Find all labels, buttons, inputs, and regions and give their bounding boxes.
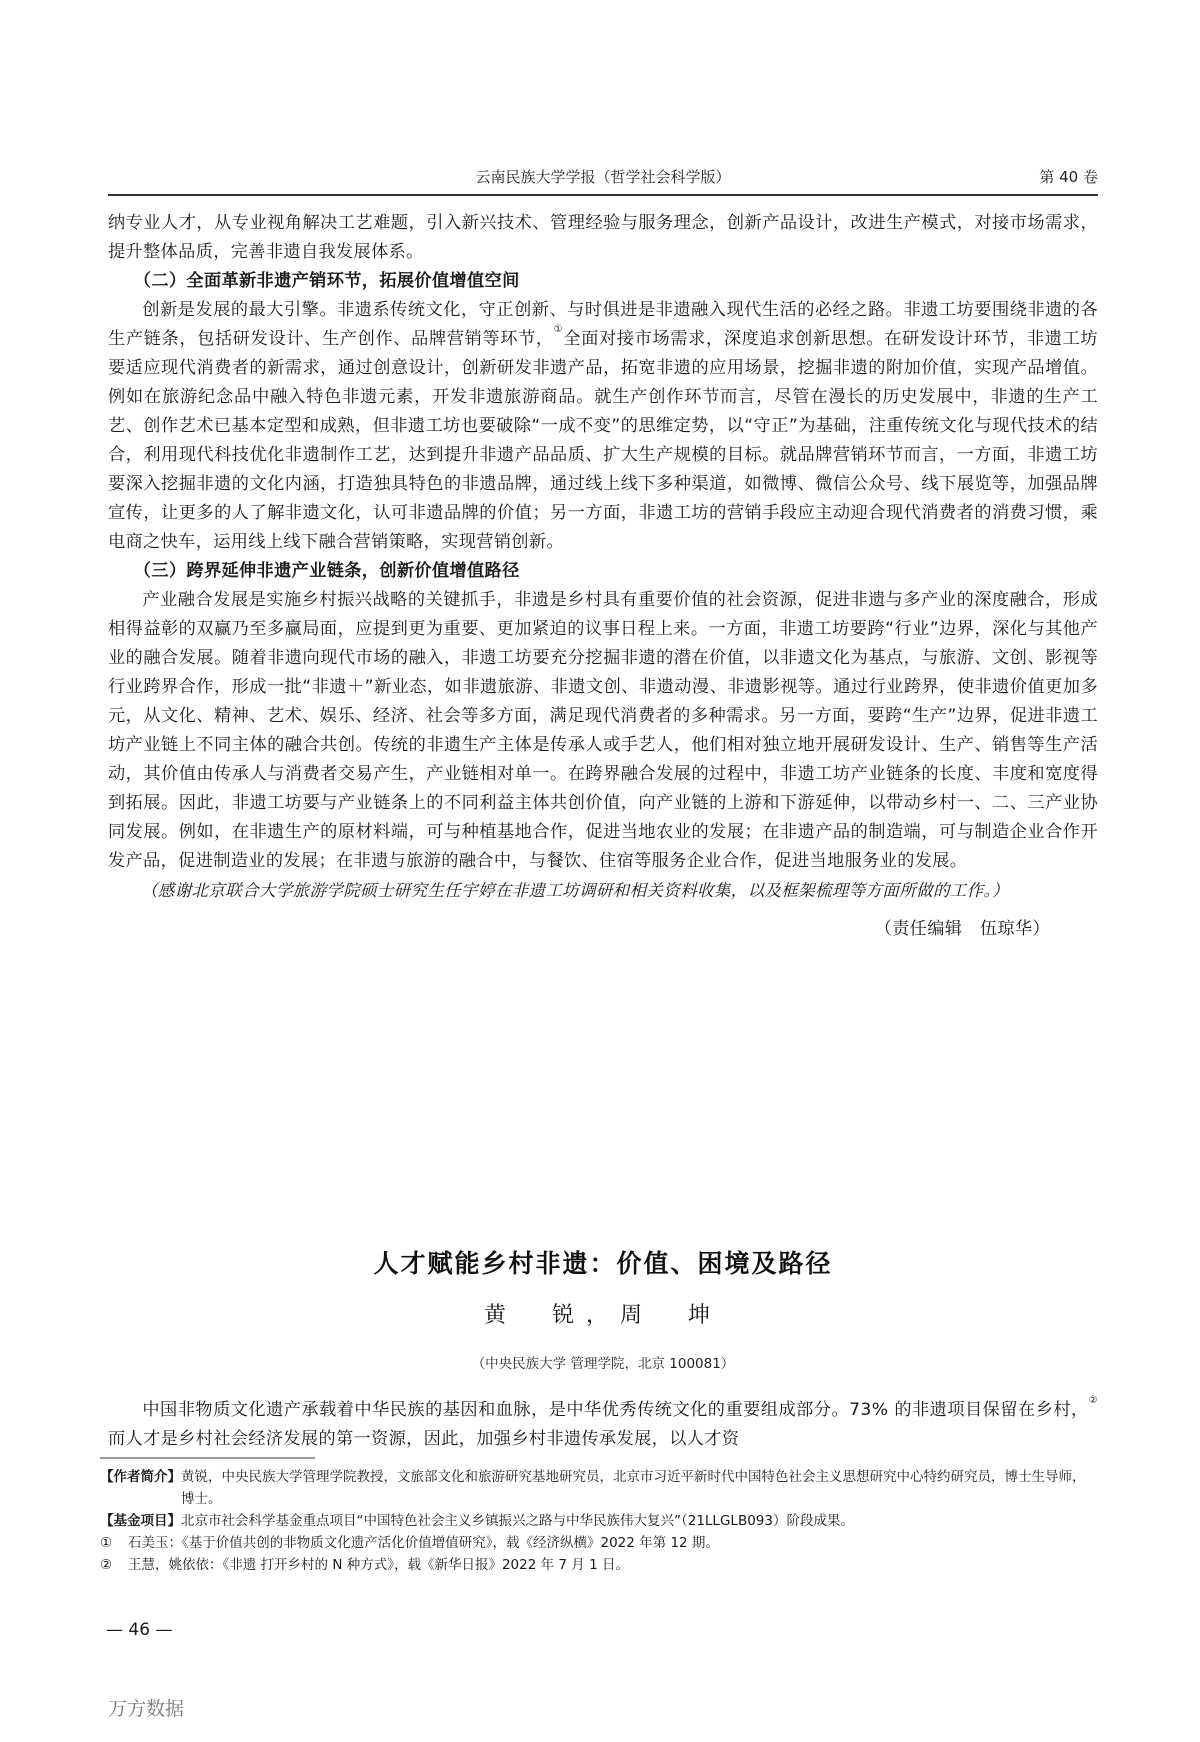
footnote-text: 石美玉：《基于价值共创的非物质文化遗产活化价值增值研究》，载《经济纵横》2022 年第 12 期。	[128, 1535, 719, 1551]
footnotes	[100, 1466, 1098, 1576]
fund-project	[100, 1510, 1098, 1532]
journal-title: 云南民族大学学报（哲学社会科学版）	[475, 168, 731, 186]
responsible-editor: （责任编辑 伍琼华）	[874, 919, 1050, 939]
author-bio-text: 黄锐，中央民族大学管理学院教授，文旅部文化和旅游研究基地研究员，北京市习近平新时代中国特色社会主义思想研究中心特约研究员，博士生导师，博士。	[181, 1469, 1086, 1507]
footnote-2	[100, 1554, 1098, 1576]
paragraph-text: 中国非物质文化遗产承载着中华民族的基因和血脉，是中华优秀传统文化的重要组成部分。73% 的非遗项目保留在乡村，	[142, 1400, 1089, 1420]
volume-number: 第 40 卷	[1039, 168, 1098, 186]
page-number: — 46 —	[106, 1620, 173, 1640]
footnote-text: 王慧，姚依依：《非遗 打开乡村的 N 种方式》，载《新华日报》2022 年 7 月 1 日。	[128, 1557, 629, 1573]
footnote-ref-1[interactable]: ①	[553, 324, 564, 335]
running-header	[108, 160, 1098, 190]
watermark: 万方数据	[108, 1698, 185, 1720]
section-heading-2: （二）全面革新非遗产销环节，拓展价值增值空间	[133, 271, 520, 291]
footnote-ref-2[interactable]: ②	[1088, 1395, 1098, 1406]
paragraph-continued: 纳专业人才，从专业视角解决工艺难题，引入新兴技术、管理经验与服务理念，创新产品设计，改进生产模式，对接市场需求，提升整体品质，完善非遗自我发展体系。	[108, 213, 1098, 262]
paragraph-text: 而人才是乡村社会经济发展的第一资源，因此，加强乡村非遗传承发展，以人才资	[108, 1429, 740, 1449]
footnote-marker: ①	[100, 1535, 113, 1551]
author-bio-label: 【作者简介】	[100, 1469, 181, 1485]
paragraph-text: 全面对接市场需求，深度追求创新思想。在研发设计环节，非遗工坊要适应现代消费者的新需求，通过创意设计，创新研发非遗产品，拓宽非遗的应用场景，挖掘非遗的附加价值，实现产品增值。例如在旅游纪念品中融入特色非遗元素，开发非遗旅游商品。就生产创作环节而言，尽管在漫长的历史发展中，非遗的生产工艺、创作艺术已基本定型和成熟，但非遗工坊也要破除“一成不变”的思维定势，以“守正”为基础，注重传统文化与现代技术的结合，利用现代科技优化非遗制作工艺，达到提升非遗产品品质、扩大生产规模的目标。就品牌营销环节而言，一方面，非遗工坊要深入挖掘非遗的文化内涵，打造独具特色的非遗品牌，通过线上线下多种渠道，如微博、微信公众号、线下展览等，加强品牌宣传，让更多的人了解非遗文化，认可非遗品牌的价值；另一方面，非遗工坊的营销手段应主动迎合现代消费者的消费习惯，乘电商之快车，运用线上线下融合营销策略，实现营销创新。	[108, 329, 1098, 552]
article-authors: 黄 锐，周 坤	[483, 1303, 722, 1328]
continued-article-body	[108, 209, 1098, 944]
author-affiliation: （中央民族大学 管理学院，北京 100081）	[471, 1356, 735, 1372]
footnote-1	[100, 1532, 1098, 1554]
author-bio	[100, 1466, 1098, 1510]
paragraph-industry-fusion: 产业融合发展是实施乡村振兴战略的关键抓手，非遗是乡村具有重要价值的社会资源，促进非遗与多产业的深度融合，形成相得益彰的双赢乃至多赢局面，应提到更为重要、更加紧迫的议事日程上来。一方面，非遗工坊要跨“行业”边界，深化与其他产业的融合发展。随着非遗向现代市场的融入，非遗工坊要充分挖掘非遗的潜在价值，以非遗文化为基点，与旅游、文创、影视等行业跨界合作，形成一批“非遗＋”新业态，如非遗旅游、非遗文创、非遗动漫、非遗影视等。通过行业跨界，使非遗价值更加多元，从文化、精神、艺术、娱乐、经济、社会等多方面，满足现代消费者的多种需求。另一方面，要跨“生产”边界，促进非遗工坊产业链上不同主体的融合共创。传统的非遗生产主体是传承人或手艺人，他们相对独立地开展研发设计、生产、销售等生产活动，其价值由传承人与消费者交易产生，产业链相对单一。在跨界融合发展的过程中，非遗工坊产业链条的长度、丰度和宽度得到拓展。因此，非遗工坊要与产业链条上的不同利益主体共创价值，向产业链的上游和下游延伸，以带动乡村一、二、三产业协同发展。例如，在非遗生产的原材料端，可与种植基地合作，促进当地农业的发展；在非遗产品的制造端，可与制造企业合作开发产品，促进制造业的发展；在非遗与旅游的融合中，与餐饮、住宿等服务企业合作，促进当地服务业的发展。	[108, 590, 1098, 871]
header-rule	[108, 194, 1098, 196]
acknowledgement: （感谢北京联合大学旅游学院硕士研究生任宇婷在非遗工坊调研和相关资料收集，以及框架梳理等方面所做的工作。）	[141, 881, 1009, 900]
fund-project-label: 【基金项目】	[100, 1513, 181, 1529]
new-article-intro	[108, 1396, 1098, 1454]
paragraph-innovation	[108, 296, 1098, 557]
footnote-marker: ②	[100, 1557, 113, 1573]
footnote-separator	[100, 1457, 315, 1459]
fund-project-text: 北京市社会科学基金重点项目“中国特色社会主义乡镇振兴之路与中华民族伟大复兴”（21LLGLB093）阶段成果。	[181, 1513, 854, 1529]
article-title: 人才赋能乡村非遗：价值、困境及路径	[373, 1249, 833, 1278]
paragraph-text: 创新是发展的最大引擎。非遗系传统文化，守正创新、与时俱进是非遗融入现代生活的必经之路。非遗工坊要围绕非遗的各生产链条，包括研发设计、生产创作、品牌营销等环节，	[108, 300, 1098, 349]
section-heading-3: （三）跨界延伸非遗产业链条，创新价值增值路径	[133, 561, 520, 581]
intro-paragraph	[108, 1396, 1098, 1454]
